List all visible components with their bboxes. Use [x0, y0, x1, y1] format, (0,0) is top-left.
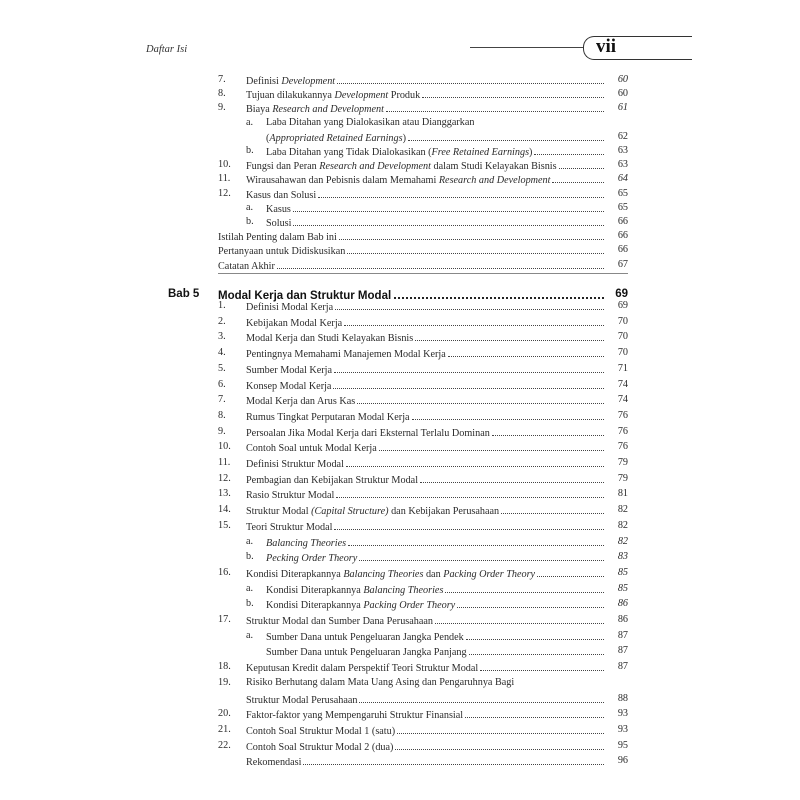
toc-entry-page: 93 — [617, 723, 628, 735]
toc-entry-number: 1. — [218, 300, 226, 311]
toc-entry-page: 85 — [617, 582, 628, 594]
toc-entry-title: Solusi — [266, 218, 292, 229]
toc-entry[interactable] — [218, 486, 628, 502]
toc-entry-title: Risiko Berhutang dalam Mata Uang Asing dan Pengaruhnya Bagi — [246, 676, 515, 688]
toc-entry-title: Modal Kerja dan Studi Kelayakan Bisnis — [246, 333, 414, 345]
leader-dots — [415, 329, 604, 341]
toc-entry-title: Istilah Penting dalam Bab ini — [218, 232, 337, 244]
leader-dots — [386, 100, 604, 112]
toc-entry-page: 71 — [617, 362, 628, 374]
leader-dots — [480, 659, 604, 671]
toc-entry-title: Modal Kerja dan Arus Kas — [246, 396, 356, 408]
toc-entry[interactable] — [246, 581, 628, 597]
toc-entry-number: 22. — [218, 739, 231, 751]
toc-entry-page: 65 — [617, 187, 628, 199]
leader-dots — [552, 171, 604, 183]
toc-entry-page: 63 — [617, 159, 628, 171]
section-divider — [218, 273, 628, 274]
toc-entry-number: b. — [246, 216, 254, 227]
leader-dots — [445, 581, 604, 593]
toc-entry-page: 95 — [617, 739, 628, 751]
toc-entry-title: Pembagian dan Kebijakan Struktur Modal — [246, 474, 419, 486]
leader-dots — [465, 706, 604, 718]
toc-entry-page: 66 — [617, 216, 628, 227]
toc-entry-title: Sumber Modal Kerja — [246, 364, 333, 376]
toc-entry[interactable] — [218, 408, 628, 424]
toc-entry-number: 18. — [218, 661, 231, 673]
toc-entry-number: a. — [246, 116, 254, 128]
toc-entry[interactable] — [218, 518, 628, 534]
toc-entry-title: (Appropriated Retained Earnings) — [266, 132, 406, 144]
leader-dots — [359, 549, 604, 561]
toc-entry[interactable] — [246, 534, 628, 550]
leader-dots — [492, 424, 604, 436]
page-number: vii — [596, 36, 617, 57]
toc-entry-page: 70 — [617, 315, 628, 327]
chapter-page: 69 — [615, 288, 628, 300]
toc-entry-page: 74 — [617, 394, 628, 406]
toc-entry-title: Kebijakan Modal Kerja — [246, 317, 343, 329]
toc-entry-title: Definisi Development — [246, 76, 336, 87]
toc-entry[interactable] — [218, 722, 628, 738]
leader-dots — [303, 753, 604, 765]
toc-entry-title: Pentingnya Memahami Manajemen Modal Kerja — [246, 349, 446, 361]
toc-entry-number: a. — [246, 629, 254, 641]
leader-dots — [335, 298, 604, 310]
toc-entry-title: Biaya Research and Development — [246, 104, 384, 116]
toc-entry-page: 86 — [617, 598, 628, 610]
toc-entry-title: Pecking Order Theory — [266, 553, 358, 565]
toc-entry-page: 76 — [617, 425, 628, 437]
toc-entry-title: Sumber Dana untuk Pengeluaran Jangka Pendek — [266, 631, 464, 643]
toc-entry-number: a. — [246, 201, 254, 213]
toc-entry-page: 79 — [617, 472, 628, 484]
toc-entry-title: Teori Struktur Modal — [246, 521, 333, 533]
toc-entry-page: 88 — [617, 692, 628, 704]
toc-entry-number: 4. — [218, 347, 226, 359]
toc-entry-title: Laba Ditahan yang Tidak Dialokasikan (Free Retained Earnings) — [266, 147, 533, 158]
toc-entry-number: 21. — [218, 723, 231, 735]
toc-entry-number: 19. — [218, 676, 231, 688]
toc-entry-page: 93 — [617, 708, 628, 720]
leader-dots — [277, 257, 604, 269]
toc-entry[interactable] — [218, 439, 628, 455]
toc-entry[interactable] — [218, 314, 628, 330]
toc-entry-title: Struktur Modal dan Sumber Dana Perusahaan — [246, 616, 434, 627]
leader-dots — [357, 392, 604, 404]
toc-entry-number: 3. — [218, 331, 226, 343]
leader-dots — [457, 596, 604, 608]
toc-entry-title: Kasus — [266, 203, 291, 215]
toc-entry-page: 83 — [617, 551, 628, 563]
toc-entry[interactable] — [218, 471, 628, 487]
toc-entry-number: 15. — [218, 519, 231, 531]
toc-entry-page: 70 — [617, 331, 628, 343]
leader-dots — [347, 242, 604, 254]
toc-entry-title: Fungsi dan Peran Research and Development dalam Studi Kelayakan Bisnis — [246, 161, 557, 173]
toc-entry-page: 85 — [617, 566, 628, 578]
toc-entry-page: 87 — [617, 645, 628, 657]
toc-entry-page: 69 — [617, 300, 628, 311]
toc-entry-title: Kondisi Diterapkannya Balancing Theories dan Packing Order Theory — [246, 568, 536, 580]
toc-entry[interactable] — [246, 643, 628, 659]
chapter-label: Bab 5 — [168, 288, 200, 300]
toc-entry-title: Definisi Modal Kerja — [246, 302, 334, 313]
toc-entry-number: 9. — [218, 425, 226, 437]
toc-entry-title: Kasus dan Solusi — [246, 189, 317, 201]
toc-entry-number: 13. — [218, 488, 231, 500]
toc-entry-title: Rumus Tingkat Perputaran Modal Kerja — [246, 411, 410, 423]
toc-entry-number: b. — [246, 551, 254, 563]
toc-entry-title: Struktur Modal Perusahaan — [246, 694, 358, 706]
toc-entry-title: Balancing Theories — [266, 537, 347, 549]
toc-entry-title: Rekomendasi — [246, 757, 302, 769]
toc-entry-number: 8. — [218, 409, 226, 421]
toc-entry-number: 10. — [218, 159, 231, 171]
toc-entry[interactable] — [218, 612, 628, 628]
leader-dots — [397, 722, 604, 734]
toc-entry-page: 66 — [617, 244, 628, 256]
toc-entry-number: 12. — [218, 187, 231, 199]
leader-dots — [334, 361, 604, 373]
toc-entry[interactable] — [218, 675, 628, 691]
leader-dots — [448, 345, 604, 357]
toc-entry[interactable] — [246, 549, 628, 565]
toc-entry-number: 20. — [218, 708, 231, 720]
toc-entry-number: 7. — [218, 74, 226, 85]
leader-dots — [435, 612, 604, 624]
leader-dots — [420, 471, 604, 483]
toc-entry[interactable] — [218, 377, 628, 393]
toc-entry[interactable] — [218, 345, 628, 361]
toc-entry-page: 76 — [617, 441, 628, 453]
toc-entry-page: 70 — [617, 347, 628, 359]
leader-dots — [293, 214, 604, 226]
toc-entry-page: 87 — [617, 629, 628, 641]
leader-dots — [469, 643, 604, 655]
toc-entry[interactable] — [218, 565, 628, 581]
toc-entry-title: Rasio Struktur Modal — [246, 490, 335, 502]
toc-entry-page: 82 — [617, 504, 628, 516]
toc-entry-title: Kondisi Diterapkannya Packing Order Theory — [266, 600, 456, 612]
toc-entry-page: 60 — [617, 88, 628, 100]
toc-entry-title: Wirausahawan dan Pebisnis dalam Memahami Research and Development — [246, 175, 551, 187]
toc-entry[interactable] — [218, 455, 628, 471]
toc-entry-number: 12. — [218, 472, 231, 484]
leader-dots — [333, 377, 604, 389]
toc-entry[interactable] — [218, 706, 628, 722]
toc-entry[interactable] — [218, 738, 628, 754]
toc-entry-title: Persoalan Jika Modal Kerja dari Eksternal Terlalu Dominan — [246, 427, 490, 439]
leader-dots — [501, 502, 604, 514]
toc-entry-page: 74 — [617, 378, 628, 390]
leader-dots — [318, 186, 604, 198]
toc-entry[interactable] — [218, 392, 628, 408]
toc-entry-number: 14. — [218, 504, 231, 516]
toc-entry-number: 11. — [218, 173, 231, 185]
toc-entry[interactable] — [218, 691, 628, 707]
toc-entry-title: Contoh Soal untuk Modal Kerja — [246, 443, 377, 455]
toc-entry[interactable] — [218, 753, 628, 769]
leader-dots — [339, 228, 604, 240]
toc-entry-title: Struktur Modal (Capital Structure) dan Kebijakan Perusahaan — [246, 506, 500, 518]
leader-dots — [537, 565, 604, 577]
toc-entry-number: 7. — [218, 394, 226, 406]
toc-entry[interactable] — [218, 257, 628, 273]
leader-dots — [395, 738, 604, 750]
toc-entry[interactable] — [218, 659, 628, 675]
leader-dots — [422, 86, 604, 98]
toc-entry-page: 96 — [617, 755, 628, 767]
leader-dots — [337, 72, 604, 84]
toc-entry-title: Definisi Struktur Modal — [246, 459, 344, 470]
toc-entry-number: a. — [246, 535, 254, 547]
toc-entry-title: Kondisi Diterapkannya Balancing Theories — [266, 584, 444, 596]
toc-entry-number: b. — [246, 598, 254, 610]
toc-entry-number: b. — [246, 145, 254, 156]
leader-dots — [346, 455, 604, 467]
toc-entry[interactable] — [218, 361, 628, 377]
toc-entry[interactable] — [218, 298, 628, 314]
toc-entry[interactable] — [218, 329, 628, 345]
leader-dots — [394, 285, 604, 299]
toc-entry-number: 9. — [218, 102, 226, 114]
toc-entry-title: Contoh Soal Struktur Modal 1 (satu) — [246, 725, 396, 737]
leader-dots — [359, 691, 604, 703]
toc-entry-number: 8. — [218, 88, 226, 100]
toc-entry-title: Tujuan dilakukannya Development Produk — [246, 90, 421, 102]
leader-dots — [412, 408, 604, 420]
toc-entry-title: Laba Ditahan yang Dialokasikan atau Dianggarkan — [266, 116, 475, 128]
toc-entry-page: 76 — [617, 409, 628, 421]
toc-entry-page: 81 — [617, 488, 628, 500]
toc-entry-page: 82 — [617, 535, 628, 547]
toc-entry-number: a. — [246, 582, 254, 594]
toc-entry-number: 2. — [218, 315, 226, 327]
leader-dots — [348, 534, 604, 546]
leader-dots — [379, 439, 604, 451]
toc-entry-title: Pertanyaan untuk Didiskusikan — [218, 246, 346, 258]
leader-dots — [559, 157, 604, 169]
toc-entry[interactable] — [246, 628, 628, 644]
toc-entry-page: 60 — [617, 74, 628, 85]
toc-entry-page: 87 — [617, 661, 628, 673]
leader-dots — [466, 628, 604, 640]
toc-entry-title: Contoh Soal Struktur Modal 2 (dua) — [246, 741, 394, 753]
toc-entry-page: 64 — [617, 173, 628, 185]
toc-entry[interactable] — [218, 424, 628, 440]
toc-entry-page: 82 — [617, 519, 628, 531]
toc-entry[interactable] — [218, 502, 628, 518]
toc-entry-title: Sumber Dana untuk Pengeluaran Jangka Panjang — [266, 647, 467, 659]
toc-entry-number: 5. — [218, 362, 226, 374]
toc-entry-number: 10. — [218, 441, 231, 453]
toc-entry-page: 79 — [617, 457, 628, 468]
running-title: Daftar Isi — [146, 44, 188, 55]
toc-entry-page: 67 — [617, 258, 628, 270]
leader-dots — [293, 200, 604, 212]
toc-entry-page: 86 — [617, 614, 628, 625]
toc-entry-page: 61 — [617, 102, 628, 114]
toc-entry[interactable] — [246, 596, 628, 612]
leader-dots — [334, 518, 604, 530]
toc-entry-page: 63 — [617, 145, 628, 156]
toc-entry-title: Catatan Akhir — [218, 260, 275, 272]
leader-dots — [408, 129, 604, 141]
toc-entry-title: Konsep Modal Kerja — [246, 380, 332, 392]
leader-dots — [534, 143, 604, 155]
toc-entry-title: Faktor-faktor yang Mempengaruhi Struktur Finansial — [246, 710, 464, 722]
toc-entry-page: 66 — [617, 230, 628, 242]
toc-entry-page: 62 — [617, 130, 628, 142]
leader-dots — [336, 486, 604, 498]
leader-dots — [344, 314, 604, 326]
toc-entry-title: Keputusan Kredit dalam Perspektif Teori Struktur Modal — [246, 663, 479, 675]
toc-entry-number: 6. — [218, 378, 226, 390]
toc-entry-number: 16. — [218, 566, 231, 578]
toc-entry-number: 17. — [218, 614, 231, 625]
chapter-title: Modal Kerja dan Struktur Modal — [218, 290, 392, 302]
toc-entry-number: 11. — [218, 457, 231, 468]
toc-entry-page: 65 — [617, 201, 628, 213]
